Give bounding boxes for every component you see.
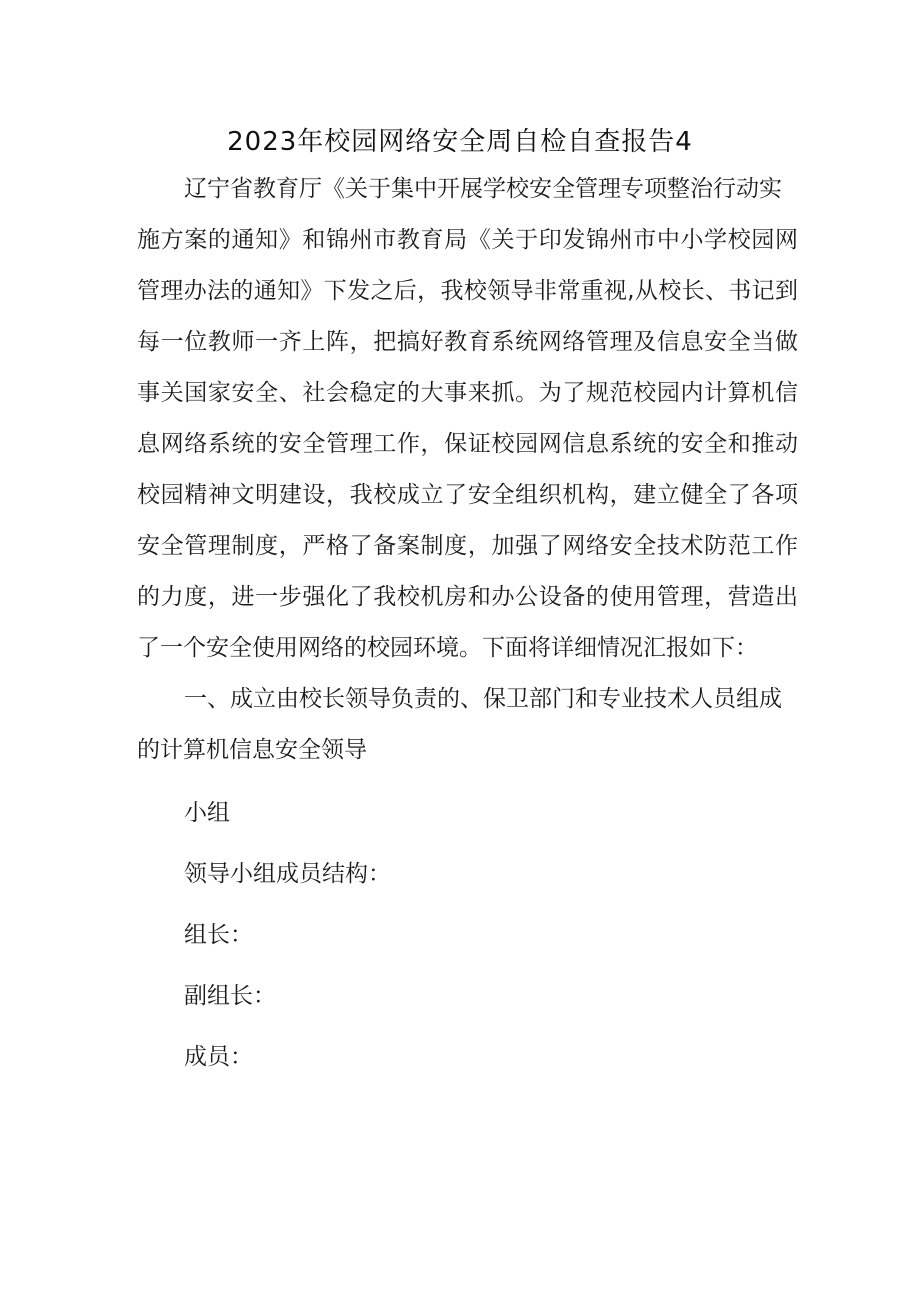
section-heading: 一、成立由校长领导负责的、保卫部门和专业技术人员组成 <box>184 686 782 712</box>
members-label: 成员： <box>184 1044 253 1070</box>
deputy-leader-label: 副组长： <box>184 983 276 1009</box>
leader-label: 组长： <box>184 922 253 948</box>
intro-line: 校园精神文明建设，我校成立了安全组织机构，建立健全了各项 <box>137 482 798 508</box>
intro-line: 息网络系统的安全管理工作，保证校园网信息系统的安全和推动 <box>137 431 798 457</box>
intro-line: 每一位教师一齐上阵，把搞好教育系统网络管理及信息安全当做 <box>137 329 798 355</box>
structure-label: 领导小组成员结构： <box>184 861 391 887</box>
intro-line: 管理办法的通知》下发之后，我校领导非常重视,从校长、书记到 <box>137 278 798 304</box>
intro-line: 施方案的通知》和锦州市教育局《关于印发锦州市中小学校园网 <box>137 227 798 253</box>
group-label: 小组 <box>184 800 230 826</box>
intro-line: 辽宁省教育厅《关于集中开展学校安全管理专项整治行动实 <box>184 176 782 202</box>
intro-line: 了一个安全使用网络的校园环境。下面将详细情况汇报如下： <box>137 635 758 661</box>
document-title: 2023年校园网络安全周自检自查报告4 <box>227 127 693 157</box>
intro-line: 事关国家安全、社会稳定的大事来抓。为了规范校园内计算机信 <box>137 380 798 406</box>
intro-line: 安全管理制度，严格了备案制度，加强了网络安全技术防范工作 <box>137 533 798 559</box>
intro-line: 的力度，进一步强化了我校机房和办公设备的使用管理，营造出 <box>137 584 798 610</box>
section-heading: 的计算机信息安全领导 <box>137 737 367 763</box>
